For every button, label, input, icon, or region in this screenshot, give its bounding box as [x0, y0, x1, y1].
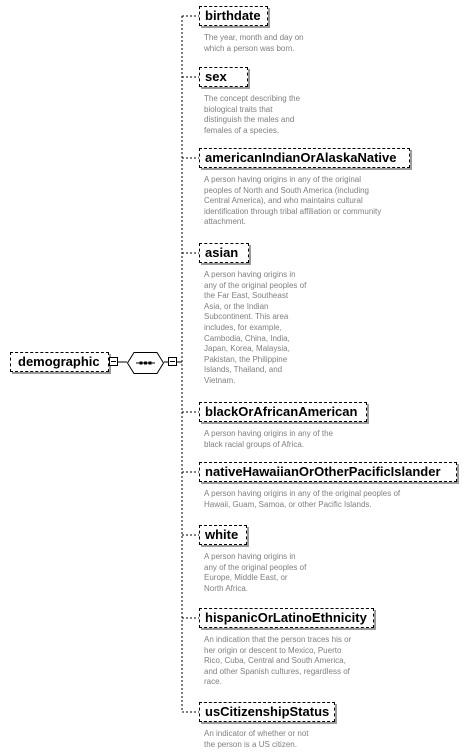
element-blackOrAfricanAmerican[interactable] — [199, 402, 367, 422]
element-label: hispanicOrLatinoEthnicity — [205, 610, 367, 625]
element-description: A person having origins in any of the original peoples of Hawaii, Guam, Samoa, or other Pacific Islands. — [204, 489, 401, 509]
root-element-label: demographic — [18, 354, 100, 369]
sequence-collapse-toggle[interactable] — [168, 357, 177, 366]
element-label: sex — [205, 69, 227, 84]
element-asian[interactable] — [199, 243, 249, 263]
element-label: nativeHawaiianOrOtherPacificIslander — [205, 464, 441, 479]
element-nativeHawaiianOrOtherPacificIslander[interactable] — [199, 462, 457, 482]
element-sex[interactable] — [199, 67, 248, 87]
element-label: white — [205, 527, 239, 542]
element-hispanicOrLatinoEthnicity[interactable] — [199, 608, 374, 628]
element-description: An indicator of whether or not the person is a US citizen. — [204, 729, 309, 749]
element-description: The concept describing the biological traits that distinguish the males and females of a species. — [204, 94, 301, 135]
element-description: A person having origins in any of the original peoples of North and South America (including Central America), and who maintains cultural identification through tribal affiliation or community attachment. — [204, 175, 382, 227]
element-description: A person having origins in any of the original peoples of the Far East, Southeast Asia, or the Indian Subcontinent. This area includes, for example, Cambodia, China, India, Japan, Korea, Malaysia, Pakistan, the Philippine Islands, Thailand, and Vietnam. — [204, 270, 307, 385]
root-element-demographic[interactable] — [10, 352, 109, 372]
element-description: A person having origins in any of the black racial groups of Africa. — [204, 429, 333, 449]
element-label: birthdate — [205, 8, 261, 23]
root-collapse-toggle[interactable] — [109, 357, 118, 366]
element-americanIndianOrAlaskaNative[interactable] — [199, 148, 410, 168]
element-description: The year, month and day on which a person was born. — [204, 33, 304, 53]
element-label: americanIndianOrAlaskaNative — [205, 150, 397, 165]
element-white[interactable] — [199, 525, 247, 545]
sequence-compositor-icon[interactable] — [127, 352, 164, 374]
element-label: usCitizenshipStatus — [205, 704, 330, 719]
element-description: A person having origins in any of the original peoples of Europe, Middle East, or North Africa. — [204, 552, 307, 593]
element-label: blackOrAfricanAmerican — [205, 404, 358, 419]
element-birthdate[interactable] — [199, 6, 268, 26]
element-usCitizenshipStatus[interactable] — [199, 702, 335, 722]
element-label: asian — [205, 245, 239, 260]
element-description: An indication that the person traces his or her origin or descent to Mexico, Puerto Rico, Cuba, Central and South America, and other Spanish cultures, regardless of race. — [204, 635, 352, 687]
